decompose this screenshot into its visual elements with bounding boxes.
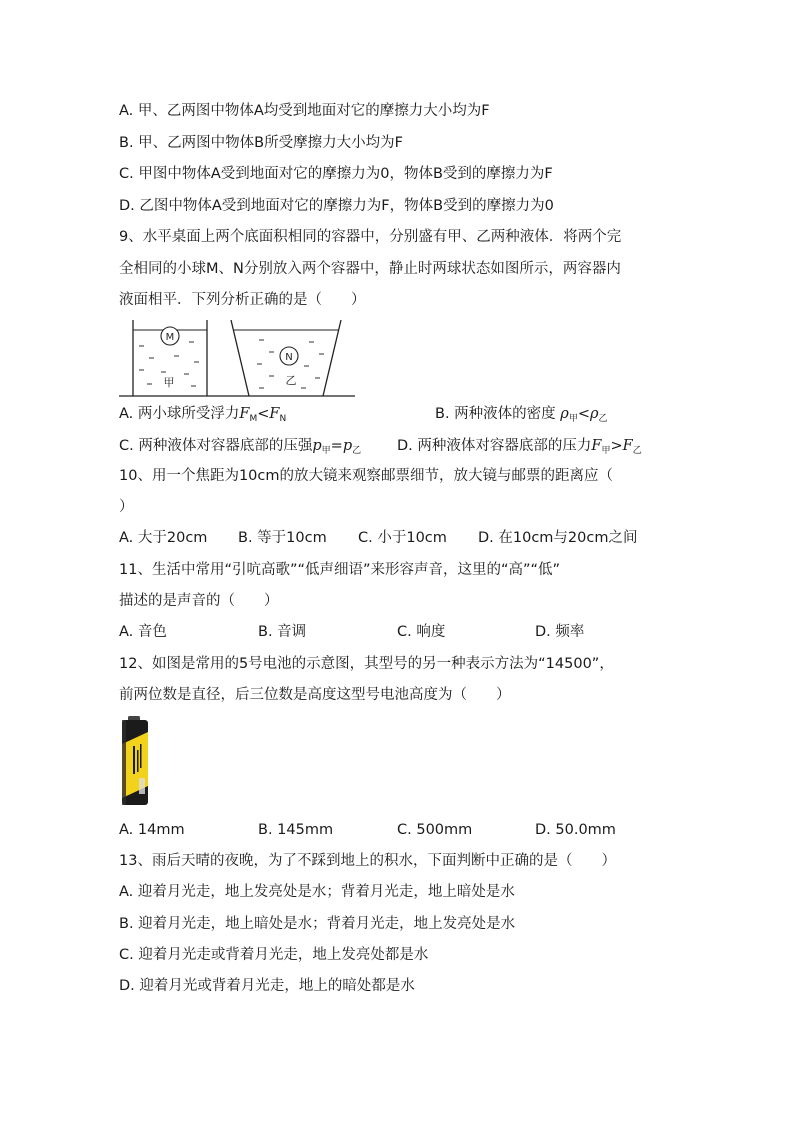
q9-containers-figure	[119, 316, 359, 402]
q10-option-d: D. 在10cm与20cm之间	[478, 530, 638, 546]
q13-option-a: A. 迎着月光走，地上发亮处是水；背着月光走，地上暗处是水	[119, 884, 515, 900]
q13-option-d: D. 迎着月光或背着月光走，地上的暗处都是水	[119, 978, 415, 994]
q9-option-b: B. 两种液体的密度 $\rho_甲<\rho_乙$	[435, 406, 608, 424]
q11-option-c: C. 响度	[397, 624, 446, 640]
q9-stem-line-3: 液面相平．下列分析正确的是（ ）	[119, 292, 366, 308]
q12-stem-line-2: 前两位数是直径，后三位数是高度这型号电池高度为（ ）	[119, 687, 511, 703]
q10-stem-line-1: 10、用一个焦距为10cm的放大镜来观察邮票细节，放大镜与邮票的距离应（	[119, 468, 613, 484]
q13-stem: 13、雨后天晴的夜晚，为了不踩到地上的积水，下面判断中正确的是（ ）	[119, 853, 616, 869]
q12-option-c: C. 500mm	[397, 822, 473, 838]
q8-option-b: B. 甲、乙两图中物体B所受摩擦力大小均为F	[119, 135, 403, 151]
svg-text:乙: 乙	[285, 374, 297, 387]
q8-option-c: C. 甲图中物体A受到地面对它的摩擦力为0，物体B受到的摩擦力为F	[119, 166, 553, 182]
svg-text:N: N	[285, 352, 293, 363]
q12-option-a: A. 14mm	[119, 822, 185, 838]
q12-option-d: D. 50.0mm	[535, 822, 616, 838]
q11-option-d: D. 频率	[535, 624, 585, 640]
svg-text:甲: 甲	[163, 376, 175, 389]
q8-option-a: A. 甲、乙两图中物体A均受到地面对它的摩擦力大小均为F	[119, 103, 490, 119]
container-yi	[231, 320, 341, 396]
q9-stem-line-2: 全相同的小球M、N分别放入两个容器中，静止时两球状态如图所示，两容器内	[119, 261, 621, 277]
container-jia	[133, 320, 207, 396]
q10-option-c: C. 小于10cm	[358, 530, 447, 546]
q10-option-a: A. 大于20cm	[119, 530, 208, 546]
svg-text:M: M	[165, 332, 175, 343]
q11-option-b: B. 音调	[258, 624, 307, 640]
q9-stem-line-1: 9、水平桌面上两个底面积相同的容器中，分别盛有甲、乙两种液体．将两个完	[119, 229, 622, 245]
q9-option-d: D. 两种液体对容器底部的压力$F_甲>F_乙$	[397, 438, 642, 456]
q11-stem-line-1: 11、生活中常用“引吭高歌”“低声细语”来形容声音，这里的“高”“低”	[119, 562, 561, 578]
q11-stem-line-2: 描述的是声音的（ ）	[119, 593, 279, 609]
q9-option-c: C. 两种液体对容器底部的压强$p_甲=p_乙$	[119, 438, 362, 456]
battery-image	[119, 716, 151, 808]
q10-stem-line-2: ）	[119, 499, 134, 515]
q13-option-b: B. 迎着月光走，地上暗处是水；背着月光走，地上发亮处是水	[119, 916, 516, 932]
q9-option-a: A. 两小球所受浮力$F_M<F_N$	[119, 406, 287, 424]
q12-option-b: B. 145mm	[258, 822, 334, 838]
q11-option-a: A. 音色	[119, 624, 167, 640]
q8-option-d: D. 乙图中物体A受到地面对它的摩擦力为F，物体B受到的摩擦力为0	[119, 198, 554, 214]
q10-option-b: B. 等于10cm	[238, 530, 327, 546]
q12-stem-line-1: 12、如图是常用的5号电池的示意图，其型号的另一种表示方法为“14500”，	[119, 656, 614, 672]
q13-option-c: C. 迎着月光走或背着月光走，地上发亮处都是水	[119, 947, 429, 963]
